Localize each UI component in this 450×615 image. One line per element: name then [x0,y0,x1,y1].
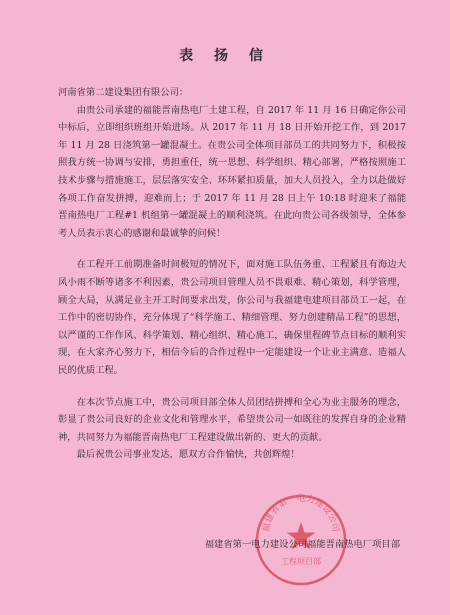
paragraph-4: 最后祝贵公司事业发达，愿双方合作愉快，共创辉煌！ [76,449,300,461]
seal-center-text: 工程项目部 [281,557,321,566]
paragraph-2: 在工程开工前期准备时间极短的情况下，面对施工队伍务重、工程紧且有海边大风小雨不断等诸多不利因素，贵公司项目管理人员不畏艰难、精心策划，科学管理，顾全大局，从满足业主开工时间要求出发，你公司与我福建电建项目部员工一起，在工作中的密切协作，充分体现了“科学施工、精细管理、努力创建精品工程”的思想，以严谨的工作作风、科学策划、精心组织、精心施工，确保里程碑节点目标的顺利实现，在大家齐心努力下，相信今后的合作过程中一定能建设一个让业主满意、造福人民的优质工程。 [58,259,406,376]
seal-ring-text: 福建省第一电力建设公司 [261,493,341,533]
paragraph-3: 在本次节点施工中，贵公司项目部全体人员团结拼搏和全心为业主服务的理念，彰显了贵公司良好的企业文化和管理水平，希望贵公司一如既往的发挥自身的企业精神，共同努力为福能晋南热电厂工程建设做出新的、更大的贡献。 [58,396,406,443]
letter-title: 表 扬 信 [179,48,271,64]
letter-body [58,84,406,464]
signature-line: 福建省第一电力建设公司福能晋南热电厂项目部 [204,539,400,550]
salutation: 河南省第二建设集团有限公司： [58,87,189,98]
paragraph-1: 由贵公司承建的福能晋南热电厂土建工程，自 2017 年 11 月 16 日确定你公司中标后，立即组织班组开始进场。从 2017 年 11 月 18 日开始开挖工作，到 2017 年 11 月 28 日浇筑第一罐混凝土。在贵公司全体项目部员工的共同努力下，积极按照我方统一协调与安排，勇担重任，统一思想、科学组织、精心部署，严格按照施工技术步骤与措施施工，层层落实安全、环环紧扣质量，加大人员投入，全力以赴做好各项工作奋发拼搏，迎难而上；于 2017 年 11 月 28 日上午 10:18 时迎来了福能晋南热电厂工程#1 机组第一罐混凝土的顺利浇筑。在此向贵公司各级领导，全体参考人员表示衷心的感谢和最诚挚的问候！ [58,104,406,239]
